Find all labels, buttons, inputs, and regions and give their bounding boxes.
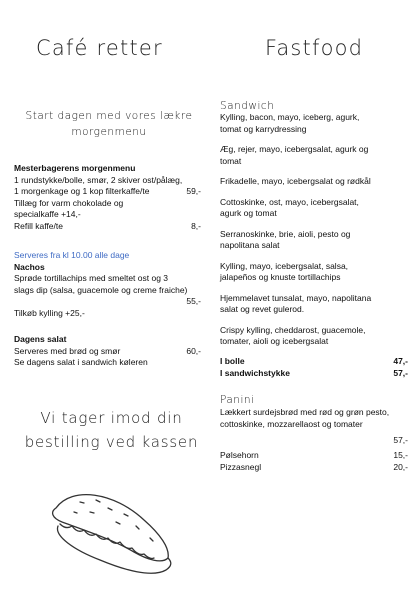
right-title: Fastfood — [265, 36, 364, 60]
sandwich-item-line: napolitana salat — [220, 240, 280, 250]
sandwich-item-line: tomater, aioli og icebergsalat — [220, 336, 329, 346]
order-line-2: bestilling ved kassen — [24, 433, 199, 451]
nachos-heading: Nachos — [14, 261, 45, 272]
sandwich-item-line: tomat og karrydressing — [220, 123, 307, 134]
extra-item-price: 15,- — [393, 450, 408, 460]
sandwich-prices — [220, 356, 408, 379]
sandwich-illustration — [44, 478, 179, 583]
price-row-sandwichstykke — [220, 368, 408, 380]
price-value: 57,- — [393, 367, 408, 378]
sandwich-item — [220, 325, 408, 348]
morning-menu-line: 1 morgenkage og 1 kop filterkaffe/te — [14, 186, 150, 196]
order-line-1: Vi tager imod din — [40, 409, 183, 427]
extra-item-label: Pizzasnegl — [220, 461, 262, 472]
morning-tagline — [24, 108, 194, 140]
extra-item-row — [220, 462, 408, 474]
nachos-section — [14, 250, 201, 319]
extras-section — [220, 450, 408, 473]
order-at-counter-note — [14, 406, 209, 454]
sandwich-item-line: Serranoskinke, brie, aioli, pesto og — [220, 228, 351, 239]
sandwich-item-line: Kylling, bacon, mayo, iceberg, agurk, — [220, 112, 360, 122]
sandwich-item-line: Kylling, mayo, icebergsalat, salsa, — [220, 260, 349, 271]
extra-item-row — [220, 450, 408, 462]
sandwich-item — [220, 176, 408, 188]
tagline-line-1: Start dagen med vores lækre — [25, 110, 193, 122]
sandwich-heading: Sandwich — [220, 100, 275, 112]
left-title: Café retter — [36, 36, 163, 60]
sandwich-item-line: tomat — [220, 155, 242, 166]
panini-description-line: Lækkert surdejsbrød med rød og grøn pesto, — [220, 407, 390, 417]
morning-menu-line: Tillæg for varm chokolade og — [14, 197, 124, 208]
salad-heading: Dagens salat — [14, 334, 67, 344]
panini-description-line: cottoskinke, mozzarellaost og tomater — [220, 418, 363, 429]
nachos-price: 55,- — [186, 296, 201, 306]
panini-price: 57,- — [393, 435, 408, 445]
salad-price: 60,- — [186, 345, 201, 356]
nachos-extra: Tilkøb kylling +25,- — [14, 307, 85, 318]
morning-menu-price: 59,- — [186, 186, 201, 196]
morning-menu-line: 1 rundstykke/bolle, smør, 2 skiver ost/pålæg, — [14, 174, 183, 185]
sandwich-item — [220, 144, 408, 167]
salad-section — [14, 334, 201, 369]
sandwich-item-line: jalapeños og knuste tortillachips — [220, 272, 341, 282]
refill-row — [14, 221, 201, 233]
sandwich-item — [220, 197, 408, 220]
extra-item-label: Pølsehorn — [220, 450, 259, 460]
sandwich-item — [220, 112, 408, 135]
sandwich-item-line: Cottoskinke, ost, mayo, icebergsalat, — [220, 196, 359, 207]
price-label: I sandwichstykke — [220, 367, 290, 378]
sandwich-item — [220, 229, 408, 252]
salad-description: Serveres med brød og smør — [14, 345, 121, 356]
refill-price: 8,- — [191, 220, 201, 231]
sandwich-item-line: Crispy kylling, cheddarost, guacemole, — [220, 324, 366, 335]
tagline-line-2: morgenmenu — [71, 126, 147, 138]
price-value: 47,- — [393, 356, 408, 366]
panini-heading: Panini — [220, 394, 255, 406]
morning-menu-section — [14, 163, 201, 232]
salad-price-row — [14, 346, 201, 358]
nachos-description-line: Sprøde tortillachips med smeltet ost og 3 — [14, 273, 169, 283]
sandwich-item-line: Frikadelle, mayo, icebergsalat og rødkål — [220, 176, 371, 186]
sandwich-item-line: Æg, rejer, mayo, icebergsalat, agurk og — [220, 144, 369, 154]
sandwich-item — [220, 261, 408, 284]
sandwich-item-line: Hjemmelavet tunsalat, mayo, napolitana — [220, 292, 372, 303]
morning-menu-line: specialkaffe +14,- — [14, 209, 81, 219]
extra-item-price: 20,- — [393, 461, 408, 472]
salad-note: Se dagens salat i sandwich køleren — [14, 357, 148, 367]
price-label: I bolle — [220, 356, 245, 366]
sandwich-list — [220, 112, 408, 357]
morning-menu-heading: Mesterbagerens morgenmenu — [14, 163, 136, 173]
sandwich-item-line: salat og revet gulerod. — [220, 304, 305, 314]
nachos-description-line: slags dip (salsa, guacemole og creme fraiche) — [14, 284, 188, 295]
sandwich-item-line: agurk og tomat — [220, 208, 277, 218]
price-row-bolle — [220, 356, 408, 368]
morning-menu-price-row — [14, 186, 201, 198]
serving-time-note: Serveres fra kl 10.00 alle dage — [14, 250, 130, 260]
panini-section — [220, 407, 408, 447]
refill-label: Refill kaffe/te — [14, 220, 63, 231]
sandwich-item — [220, 293, 408, 316]
